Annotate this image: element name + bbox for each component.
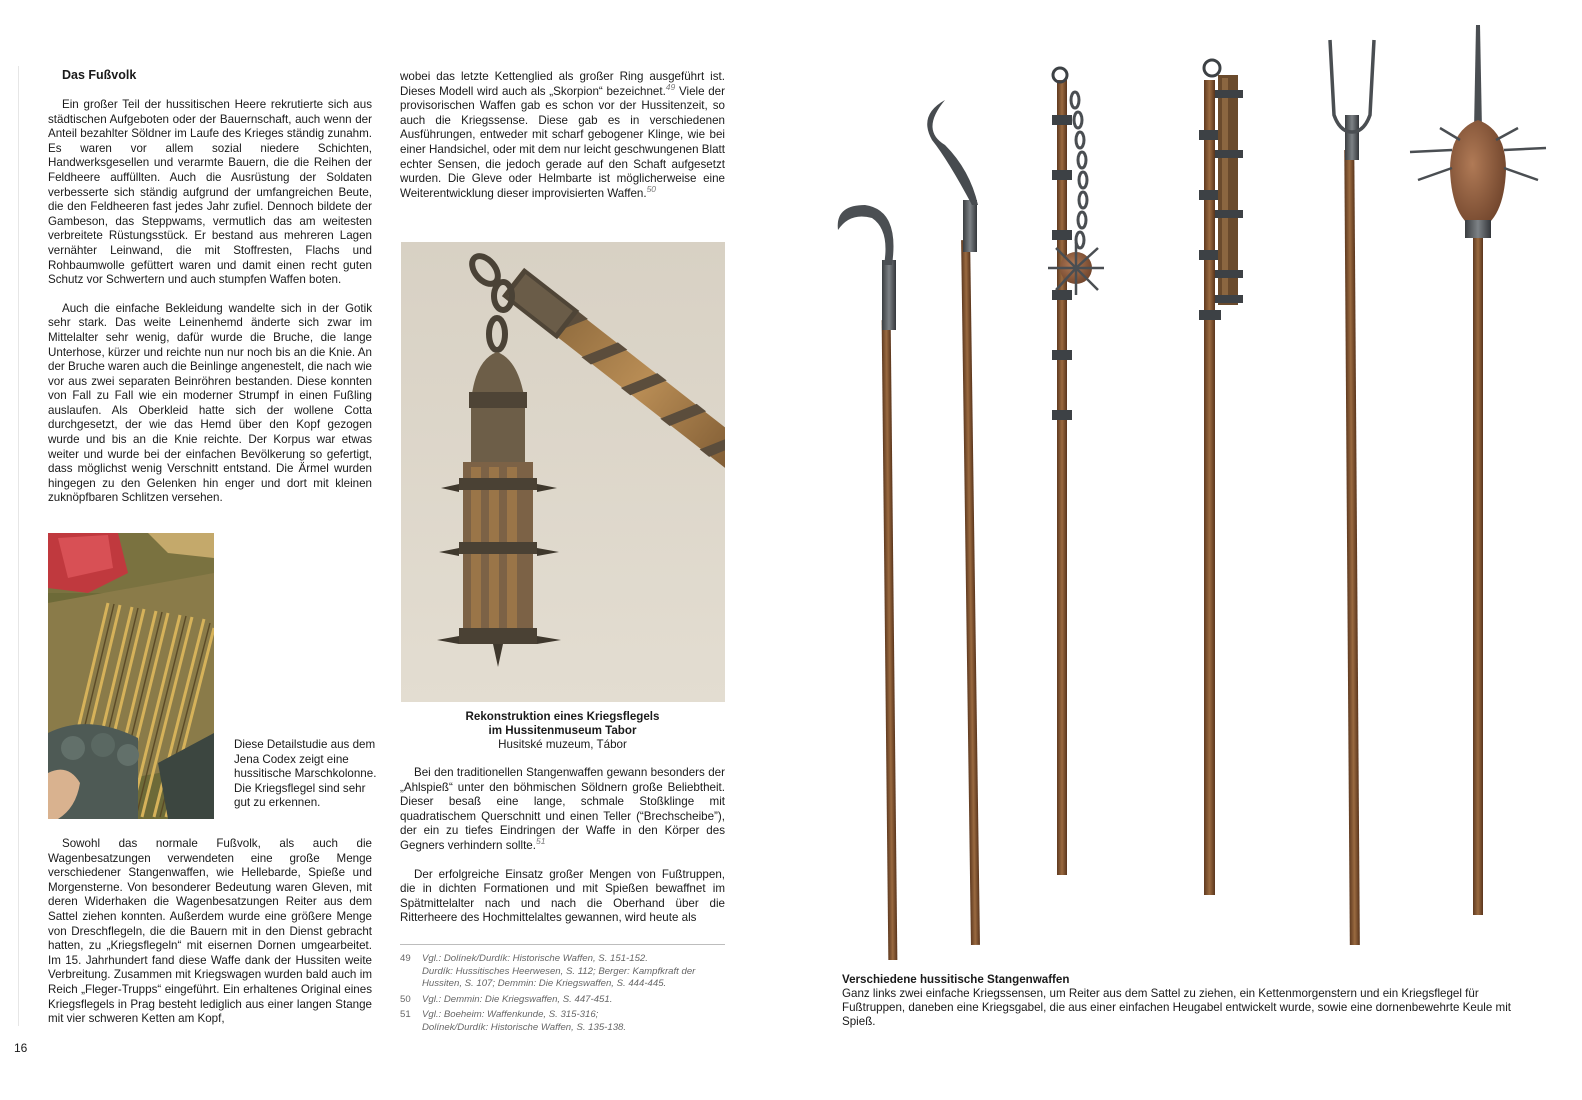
flail-photograph: [401, 242, 725, 702]
middle-bottom-text: [400, 766, 725, 940]
paragraph: Der erfolgreiche Einsatz großer Mengen von Fußtruppen, die in dichten Formationen und mit Spießen bewaffnet im Spätmittelalter nach und nach die Oberhand über die Ritterheere des Hochmittelaltes gewannen, wird heute als: [400, 867, 725, 925]
weapons-caption-title: Verschiedene hussitische Stangenwaffen: [842, 973, 1070, 986]
footnote-line: Vgl.: Dolínek/Durdík: Historische Waffen, S. 151-152.: [422, 953, 648, 964]
left-column-text: [48, 98, 372, 520]
flail-caption-title: im Hussitenmuseum Tabor: [488, 724, 637, 737]
war-flail: [1199, 60, 1243, 895]
weapons-caption: [842, 973, 1532, 1029]
footnote-number: 51: [400, 1009, 411, 1021]
footnote-line: Vgl.: Demmin: Die Kriegswaffen, S. 447-451.: [422, 993, 613, 1005]
footnote-ref: 51: [535, 836, 546, 847]
page-number: 16: [14, 1041, 28, 1055]
footnote: [400, 953, 725, 991]
footnote: [400, 1009, 725, 1034]
footnote-line: Dolínek/Durdík: Historische Waffen, S. 135-138.: [422, 1021, 627, 1033]
footnote: [400, 994, 725, 1007]
paragraph: Auch die einfache Bekleidung wandelte sich in der Gotik sehr stark. Das weite Leinenhemd änderte sich zwar im Mittelalter sehr wenig, dafür wurde die Bruche, die lange Unterhose, kürzer und reichte nun nur noch bis an die Knie. An der Bruche waren auch die Beinlinge angenestelt, die nach wie vor aus zwei separaten Beinröhren bestanden. Diese konnten von Fall zu Fall wie ein moderner Strumpf in einen Fußling auslaufen. Als Oberkleid hatte sich der wollene Cotta durchgesetzt, der wie das Hemd über den Kopf gezogen wurde und bis an die Knie reichte. Der Korpus war etwas weiter und wurde bei der einfachen Bevölkerung so gefertigt, dass möglichst wenig Verschnitt entstand. Die Ärmel wurden hingegen zu den Gelenken hin enger und dort mit kleinen zuknöpfbaren Schlitzen versehen.: [48, 301, 372, 505]
footnote-ref: 50: [646, 183, 657, 194]
paragraph-text: wobei das letzte Kettenglied als großer Ring ausgeführt ist. Dieses Modell wird auch als „Skorpion“ bezeichnet.: [400, 70, 725, 98]
footnote-line: Durdík: Hussitisches Heerwesen, S. 112; Berger: Kampfkraft der Hussiten, S. 107; Demmin: Die Kriegswaffen, S. 444-445.: [422, 965, 696, 990]
footnote-line: Vgl.: Boeheim: Waffenkunde, S. 315-316;: [422, 1009, 599, 1021]
section-heading: Das Fußvolk: [62, 68, 137, 82]
paragraph: [400, 766, 725, 854]
war-scythe-tall: [927, 100, 980, 945]
paragraph: [400, 70, 725, 201]
pole-weapons-illustration: [820, 20, 1560, 965]
paragraph: Ein großer Teil der hussitischen Heere rekrutierte sich aus städtischen Aufgeboten oder der Bauernschaft, auch wenn der Anteil bezahlter Söldner im Laufe des Krieges ständig zunahm. Es waren vor allem sozial niedere Schichten, Handwerksgesellen und verarmte Bauern, die die Reihen der Feldheere auffüllten. Auch die Ausrüstung der Soldaten verbesserte sich ständig aufgrund der umfangreichen Beute, die den Feldheeren fast jedes Jahr zufiel. Dennoch bildete der Gambeson, das Steppwams, vermutlich das am weitesten verbreitete Rüstungsstück. Er bestand aus mehreren Lagen vernähter Leinwand, die mit Stoffresten, Flachs und Rohbaumwolle gefüttert waren und damit einen recht guten Schutz vor Schwertern und auch stumpfen Waffen boten.: [48, 98, 372, 287]
spiked-club: [1410, 25, 1546, 915]
footnote-ref: 49: [665, 81, 676, 92]
footnote-number: 50: [400, 993, 411, 1005]
flail-caption-title: Rekonstruktion eines Kriegsflegels: [465, 710, 660, 723]
flail-caption: [400, 710, 725, 752]
footnotes: [400, 944, 725, 1035]
page-margin-rule: [18, 66, 19, 1026]
middle-top-text: [400, 70, 725, 215]
paragraph: Sowohl das normale Fußvolk, als auch die Wagenbesatzungen verwendeten eine große Menge verschiedener Stangenwaffen, wie Hellebarde, Spieße und Morgensterne. Von besonderer Bedeutung waren Gleven, mit deren Widerhaken die Wagenbesatzungen Reiter aus dem Sattel ziehen konnten. Außerdem wurde eine größere Menge von Dreschflegeln, die die Bauern mit in den Dienst gebracht hatten, zu „Kriegsflegeln“ mit eisernen Dornen umgearbeitet. Im 15. Jahrhundert fand diese Waffe dank der Hussiten weite Verbreitung. Zusammen mit Kriegswagen wurden bald auch im Reich „Fleger-Trupps“ eingeführt. Ein erhaltenes Original eines Kriegsflegels in Prag besteht lediglich aus einer langen Stange mit vier schweren Ketten am Kopf,: [48, 837, 372, 1026]
jena-codex-illustration: [48, 533, 214, 819]
weapons-caption-text: Ganz links zwei einfache Kriegssensen, um Reiter aus dem Sattel zu ziehen, ein Kettenmorgenstern und ein Kriegsflegel für Fußtruppen, daneben eine Kriegsgabel, die aus einer einfachen Heugabel entwickelt wurde, sowie eine dornenbewehrte Keule mit Spieß.: [842, 987, 1512, 1028]
footnote-number: 49: [400, 953, 411, 964]
war-scythe-small: [838, 205, 898, 960]
left-bottom-text: [48, 837, 372, 1041]
paragraph-text: Viele der provisorischen Waffen gab es schon vor der Hussitenzeit, so auch die Kriegssense. Diese gab es in verschiedenen Ausführungen, entweder mit scharf gebogener Klinge, wie bei einer Handsichel, oder mit dem nur leicht geschwungenen Blatt echter Sensen, die jedoch gerade auf den Schaft aufgesetzt wurden. Die Gleve oder Helmbarte ist möglicherweise eine Weiterentwicklung dieser improvisierten Waffen.: [400, 84, 725, 200]
flail-caption-source: Husitské muzeum, Tábor: [498, 738, 627, 751]
war-fork: [1330, 40, 1374, 945]
codex-caption: Diese Detailstudie aus dem Jena Codex zeigt eine hussitische Marschkolonne. Die Kriegsflegel sind sehr gut zu erkennen.: [234, 738, 377, 810]
chain-morning-star: [1048, 68, 1104, 875]
paragraph-text: Bei den traditionellen Stangenwaffen gewann besonders der „Ahlspieß“ unter den böhmischen Söldnern große Beliebtheit. Dieser besaß eine lange, schmale Stoßklinge mit quadratischem Querschnitt und einen Teller (“Brechscheibe”), der ein zu tiefes Eindringen der Waffe in den Körper des Gegners verhindern sollte.: [400, 766, 725, 852]
